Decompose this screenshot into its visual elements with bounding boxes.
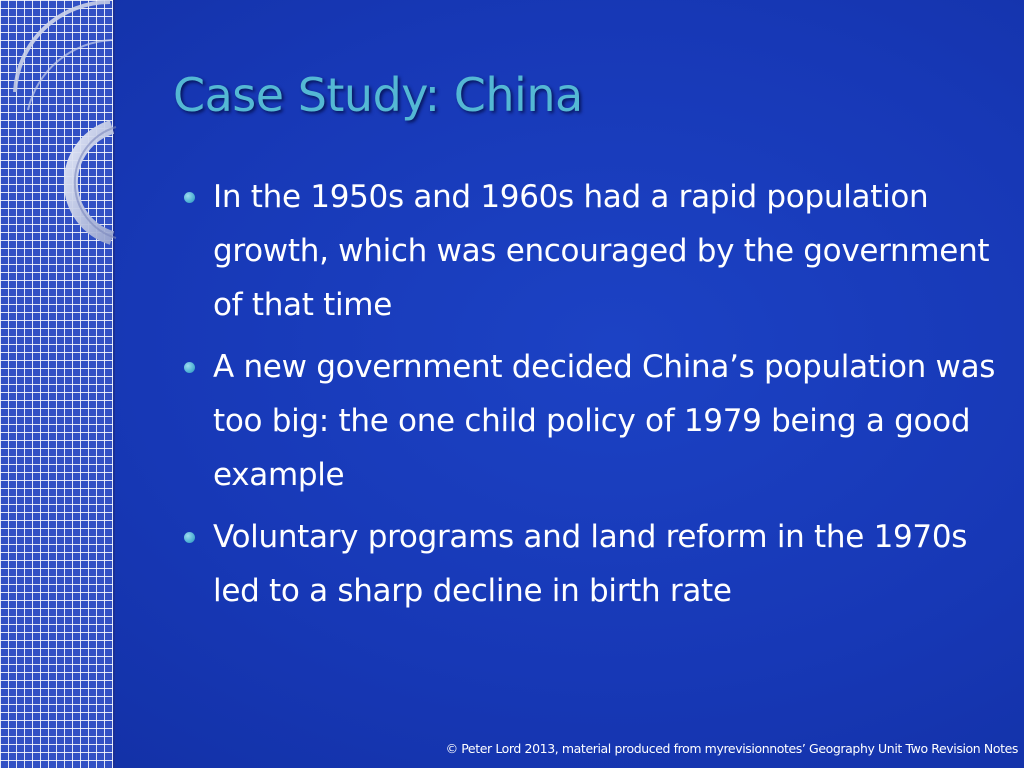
bullet-text: In the 1950s and 1960s had a rapid population growth, which was encouraged by the government of that time bbox=[213, 179, 990, 323]
bullet-text: Voluntary programs and land reform in the 1970s led to a sharp decline in birth rate bbox=[213, 519, 968, 609]
bullet-text: A new government decided China’s population was too big: the one child policy of 1979 being a good example bbox=[213, 349, 996, 493]
bullet-dot-icon bbox=[184, 192, 195, 203]
bullet-item bbox=[182, 170, 1012, 332]
decorative-arcs bbox=[0, 0, 130, 260]
slide-title: Case Study: China bbox=[173, 68, 583, 122]
bullet-dot-icon bbox=[184, 532, 195, 543]
bullet-dot-icon bbox=[184, 362, 195, 373]
bullet-item bbox=[182, 340, 1012, 502]
bullet-list bbox=[182, 170, 1012, 626]
bullet-item bbox=[182, 510, 1012, 618]
copyright-footer: © Peter Lord 2013, material produced from myrevisionnotes’ Geography Unit Two Revision Notes bbox=[445, 741, 1018, 756]
